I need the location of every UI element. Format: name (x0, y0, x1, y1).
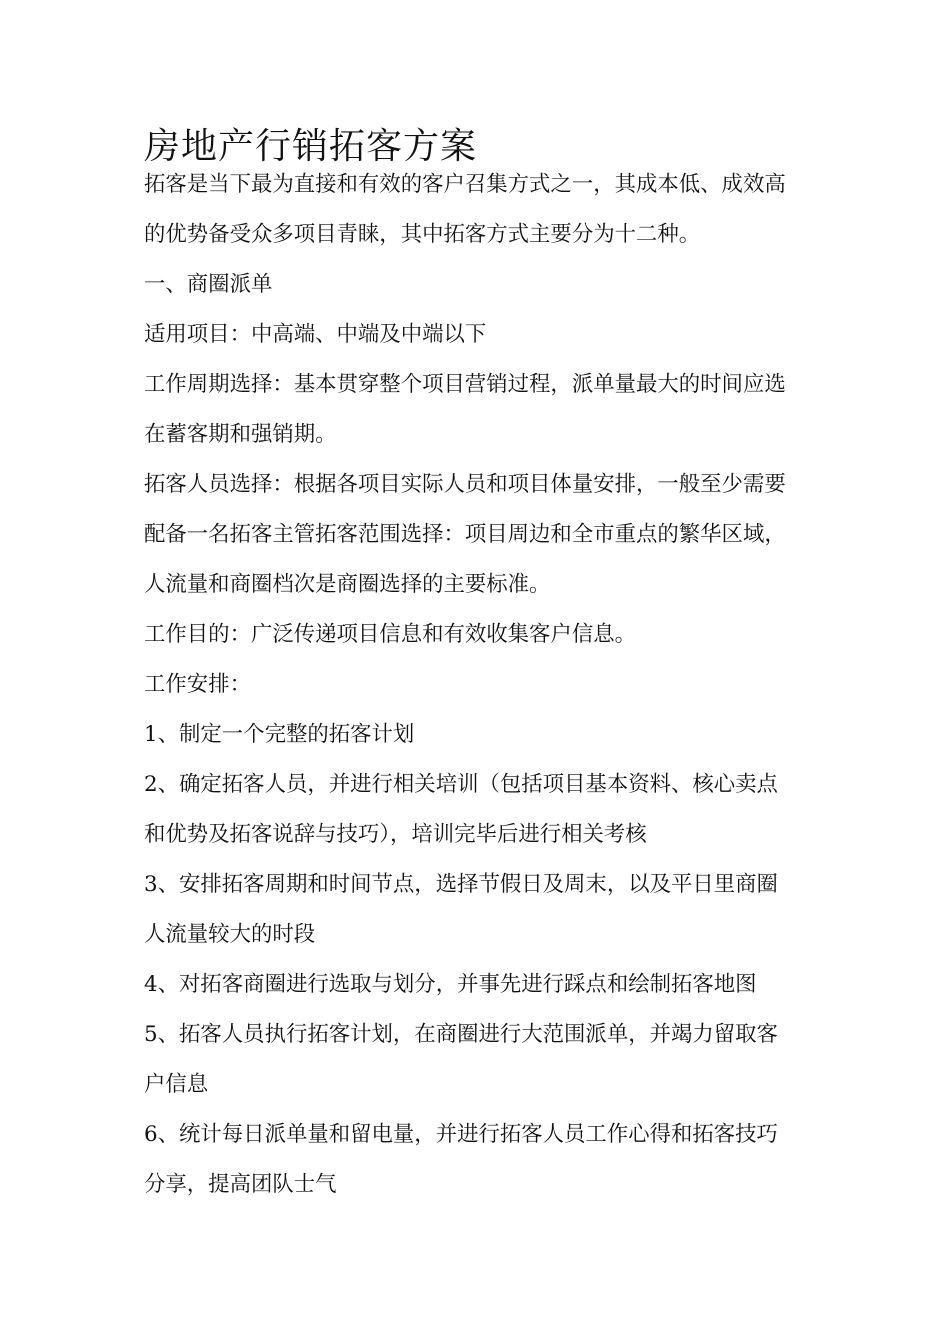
list-item-continuation: 分享，提高团队士气 (144, 1172, 337, 1197)
paragraph-line: 配备一名拓客主管拓客范围选择：项目周边和全市重点的繁华区域， (144, 522, 786, 547)
list-item: 2、确定拓客人员，并进行相关培训（包括项目基本资料、核心卖点 (144, 772, 778, 797)
paragraph-line: 适用项目：中高端、中端及中端以下 (144, 322, 487, 347)
paragraph-line: 的优势备受众多项目青睐，其中拓客方式主要分为十二种。 (144, 222, 701, 247)
list-item-continuation: 和优势及拓客说辞与技巧），培训完毕后进行相关考核 (144, 822, 647, 847)
paragraph-line: 工作安排： (144, 672, 251, 697)
paragraph-line: 拓客人员选择：根据各项目实际人员和项目体量安排，一般至少需要 (144, 472, 786, 497)
list-item: 4、对拓客商圈进行选取与划分，并事先进行踩点和绘制拓客地图 (144, 972, 757, 997)
list-item: 6、统计每日派单量和留电量，并进行拓客人员工作心得和拓客技巧 (144, 1122, 778, 1147)
paragraph-line: 在蓄客期和强销期。 (144, 422, 337, 447)
list-item-continuation: 人流量较大的时段 (144, 922, 316, 947)
list-item: 3、安排拓客周期和时间节点，选择节假日及周末，以及平日里商圈 (144, 872, 778, 897)
list-item: 1、制定一个完整的拓客计划 (144, 722, 415, 747)
paragraph-line: 工作周期选择：基本贯穿整个项目营销过程，派单量最大的时间应选 (144, 372, 786, 397)
list-item-continuation: 户信息 (144, 1072, 209, 1097)
paragraph-line: 人流量和商圈档次是商圈选择的主要标准。 (144, 572, 551, 597)
section-heading: 一、商圈派单 (144, 272, 273, 297)
list-item: 5、拓客人员执行拓客计划，在商圈进行大范围派单，并竭力留取客 (144, 1022, 778, 1047)
paragraph-line: 拓客是当下最为直接和有效的客户召集方式之一，其成本低、成效高 (144, 172, 786, 197)
paragraph-line: 工作目的：广泛传递项目信息和有效收集客户信息。 (144, 622, 636, 647)
document-title: 房地产行销拓客方案 (144, 126, 478, 168)
